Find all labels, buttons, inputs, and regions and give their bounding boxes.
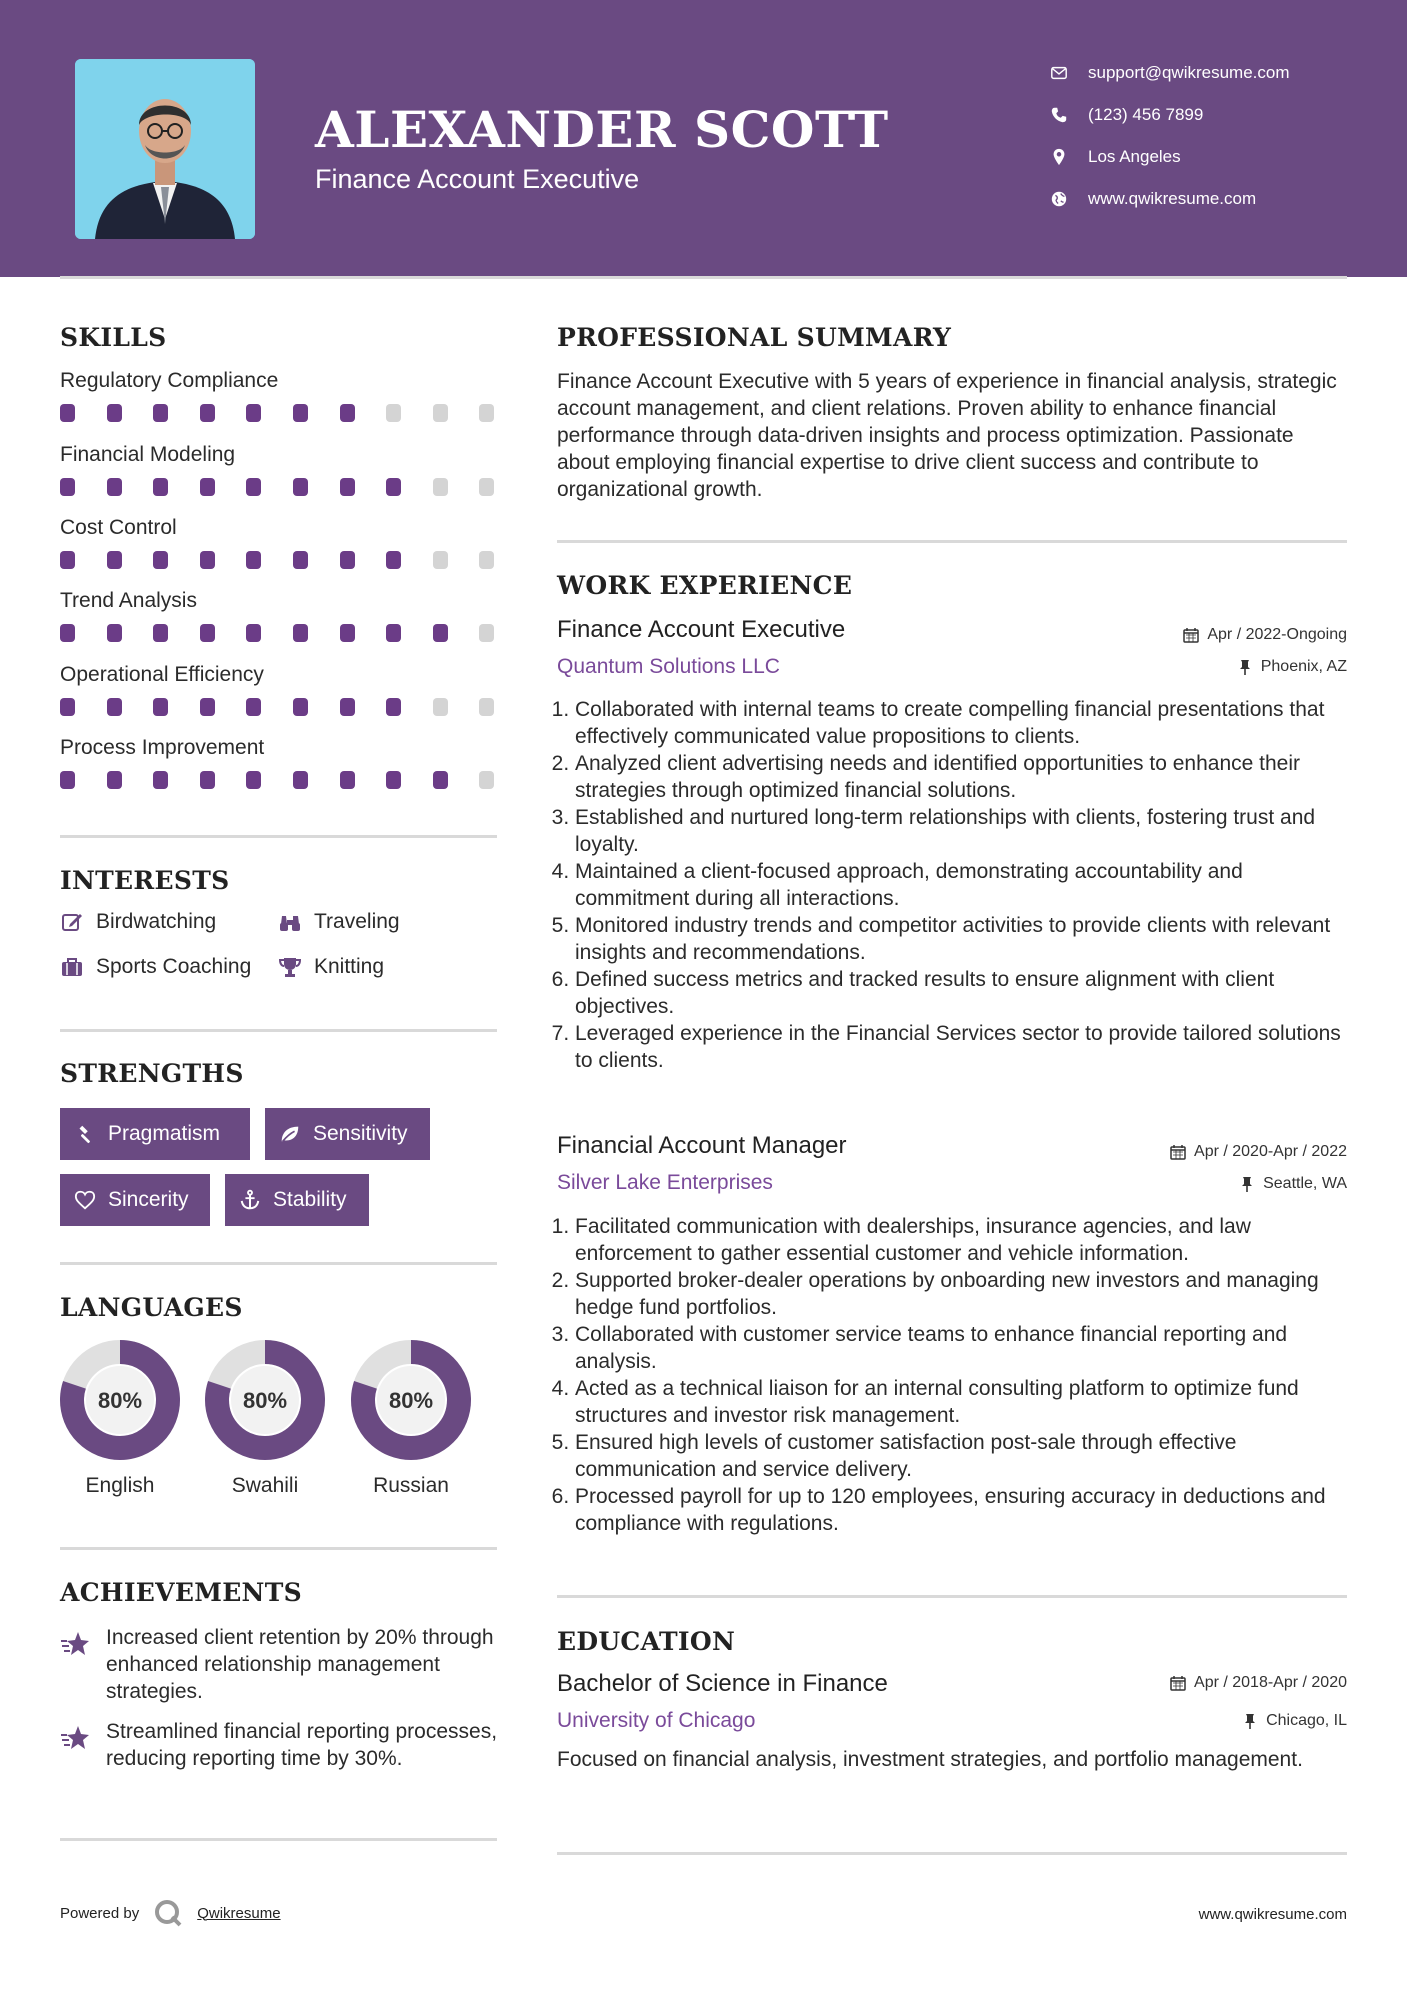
job-dates xyxy=(1170,1143,1347,1161)
footer-powered-by xyxy=(60,1898,281,1928)
language-percent: 80% xyxy=(242,1388,288,1413)
job-title: Financial Account Manager xyxy=(557,1132,847,1159)
contact-list xyxy=(1050,52,1380,220)
strength-badge xyxy=(60,1108,250,1160)
skill-dot-filled xyxy=(153,698,168,716)
resume-header xyxy=(0,0,1407,277)
job-duty: 7. Leveraged experience in the Financial Services sector to provide tailored solutions to clients. xyxy=(575,1020,1347,1074)
skill-dot-filled xyxy=(60,551,75,569)
skill-dot-filled xyxy=(107,771,122,789)
section-divider xyxy=(557,1595,1347,1598)
interest-item xyxy=(278,910,400,934)
job-duties-list xyxy=(557,696,1347,1074)
skill-dot-filled xyxy=(433,624,448,642)
candidate-title: Finance Account Executive xyxy=(315,164,640,194)
section-divider xyxy=(60,835,497,838)
contact-website[interactable] xyxy=(1050,178,1380,220)
skill-rating xyxy=(60,478,500,502)
languages-heading: LANGUAGES xyxy=(60,1293,243,1322)
location-pin-icon xyxy=(1050,148,1068,166)
strength-label: Pragmatism xyxy=(108,1122,221,1145)
gavel-icon xyxy=(74,1123,96,1145)
pushpin-icon xyxy=(1239,1176,1255,1192)
job-location xyxy=(1239,1175,1347,1193)
section-divider xyxy=(60,1838,497,1841)
leaf-icon xyxy=(279,1123,301,1145)
skill-dot-empty xyxy=(479,551,494,569)
job-duty: 2. Supported broker-dealer operations by onboarding new investors and managing hedge fund portfolios. xyxy=(575,1267,1347,1321)
achievement-text: Streamlined financial reporting processes, reducing reporting time by 30%. xyxy=(106,1720,498,1770)
skill-label: Cost Control xyxy=(60,516,177,539)
job-title: Finance Account Executive xyxy=(557,616,846,643)
skill-dot-filled xyxy=(200,478,215,496)
skill-dot-filled xyxy=(107,551,122,569)
education-dates xyxy=(1170,1674,1347,1692)
language-progress-ring xyxy=(58,1338,182,1462)
strength-badge xyxy=(265,1108,430,1160)
skill-dot-filled xyxy=(200,624,215,642)
anchor-icon xyxy=(239,1189,261,1211)
achievements-heading: ACHIEVEMENTS xyxy=(60,1578,302,1607)
skill-dot-filled xyxy=(293,698,308,716)
skill-item xyxy=(60,733,500,795)
skill-dot-filled xyxy=(293,771,308,789)
calendar-icon xyxy=(1170,1144,1186,1160)
language-name: Swahili xyxy=(231,1474,299,1497)
company-name: Quantum Solutions LLC xyxy=(557,655,780,678)
skill-label: Operational Efficiency xyxy=(60,663,264,686)
skill-rating xyxy=(60,771,500,795)
skill-dot-filled xyxy=(246,478,261,496)
language-name: English xyxy=(85,1474,155,1497)
skill-dot-filled xyxy=(200,698,215,716)
skill-dot-filled xyxy=(246,698,261,716)
powered-by-label: Powered by xyxy=(60,1904,140,1922)
skill-label: Regulatory Compliance xyxy=(60,369,279,392)
job-duty: 6. Defined success metrics and tracked results to ensure alignment with client objectives. xyxy=(575,966,1347,1020)
job-dates-text: Apr / 2022-Ongoing xyxy=(1207,626,1347,643)
skill-dot-empty xyxy=(433,478,448,496)
skill-dot-filled xyxy=(153,478,168,496)
globe-icon xyxy=(1050,190,1068,208)
degree-title: Bachelor of Science in Finance xyxy=(557,1670,888,1697)
briefcase-icon xyxy=(60,955,84,979)
achievement-text: Increased client retention by 20% through enhanced relationship management strategies. xyxy=(106,1626,494,1703)
trophy-icon xyxy=(278,955,302,979)
skill-dot-filled xyxy=(340,404,355,422)
company-name: Silver Lake Enterprises xyxy=(557,1171,773,1194)
job-location-text: Phoenix, AZ xyxy=(1260,658,1347,675)
skill-dot-filled xyxy=(246,551,261,569)
contact-email[interactable] xyxy=(1050,52,1380,94)
strength-label: Sincerity xyxy=(108,1188,189,1211)
language-item xyxy=(58,1338,182,1498)
achievement-item xyxy=(60,1624,500,1705)
calendar-icon xyxy=(1183,627,1199,643)
skill-label: Financial Modeling xyxy=(60,443,236,466)
education-location xyxy=(1242,1712,1347,1730)
heart-icon xyxy=(74,1189,96,1211)
calendar-icon xyxy=(1170,1675,1186,1691)
strength-label: Sensitivity xyxy=(313,1122,408,1145)
skill-dot-filled xyxy=(107,404,122,422)
skill-item xyxy=(60,366,500,428)
skill-rating xyxy=(60,404,500,428)
skill-dot-empty xyxy=(479,624,494,642)
contact-phone[interactable] xyxy=(1050,94,1380,136)
job-duties-list xyxy=(557,1213,1347,1537)
skill-dot-filled xyxy=(200,551,215,569)
star-icon xyxy=(60,1724,90,1752)
interest-item xyxy=(60,910,216,934)
job-duty: 5. Monitored industry trends and competitor activities to provide clients with relevant insights and recommendations. xyxy=(575,912,1347,966)
skill-dot-filled xyxy=(293,404,308,422)
interests-heading: INTERESTS xyxy=(60,866,230,895)
skill-item xyxy=(60,440,500,502)
education-description: Focused on financial analysis, investment strategies, and portfolio management. xyxy=(557,1748,1303,1771)
job-dates xyxy=(1183,626,1347,644)
skill-dot-filled xyxy=(340,551,355,569)
skill-rating xyxy=(60,551,500,575)
education-location-text: Chicago, IL xyxy=(1266,1712,1347,1729)
pushpin-icon xyxy=(1242,1713,1258,1729)
skill-dot-filled xyxy=(386,624,401,642)
strength-badge xyxy=(225,1174,369,1226)
contact-location-text: Los Angeles xyxy=(1088,147,1181,166)
section-divider xyxy=(60,1547,497,1550)
skill-dot-filled xyxy=(153,771,168,789)
section-divider xyxy=(557,540,1347,543)
star-icon xyxy=(60,1630,90,1658)
strengths-heading: STRENGTHS xyxy=(60,1059,244,1088)
skill-dot-filled xyxy=(293,624,308,642)
skill-dot-filled xyxy=(107,624,122,642)
interest-label: Birdwatching xyxy=(96,910,217,933)
skill-dot-filled xyxy=(153,551,168,569)
person-portrait-icon xyxy=(75,59,255,239)
brand-link[interactable]: Qwikresume xyxy=(197,1904,281,1922)
job-duty: 3. Established and nurtured long-term relationships with clients, fostering trust and loyalty. xyxy=(575,804,1347,858)
language-item xyxy=(203,1338,327,1498)
section-divider xyxy=(60,1262,497,1265)
job-dates-text: Apr / 2020-Apr / 2022 xyxy=(1194,1143,1347,1160)
skill-dot-filled xyxy=(293,551,308,569)
skill-dot-filled xyxy=(386,551,401,569)
skill-dot-filled xyxy=(433,771,448,789)
skill-item xyxy=(60,513,500,575)
skill-dot-filled xyxy=(200,771,215,789)
header-divider xyxy=(60,276,1347,279)
skill-dot-filled xyxy=(246,404,261,422)
education-dates-text: Apr / 2018-Apr / 2020 xyxy=(1194,1674,1347,1691)
skill-dot-filled xyxy=(60,404,75,422)
job-location xyxy=(1237,658,1347,676)
interest-item xyxy=(60,955,251,979)
skill-dot-filled xyxy=(386,771,401,789)
skill-dot-filled xyxy=(153,404,168,422)
qwikresume-logo-icon xyxy=(153,1898,183,1928)
education-heading: EDUCATION xyxy=(557,1627,736,1656)
skill-dot-filled xyxy=(246,624,261,642)
skill-rating xyxy=(60,624,500,648)
pushpin-icon xyxy=(1237,659,1253,675)
interest-label: Knitting xyxy=(314,955,385,978)
skill-dot-empty xyxy=(479,478,494,496)
contact-website-text: www.qwikresume.com xyxy=(1088,189,1257,208)
profile-photo xyxy=(75,59,255,239)
candidate-name: ALEXANDER SCOTT xyxy=(315,100,889,159)
skill-dot-filled xyxy=(60,478,75,496)
skill-dot-filled xyxy=(386,698,401,716)
job-duty: 4. Acted as a technical liaison for an internal consulting platform to optimize fund structures and investor risk management. xyxy=(575,1375,1347,1429)
job-location-text: Seattle, WA xyxy=(1263,1175,1347,1192)
skill-rating xyxy=(60,698,500,722)
skill-dot-empty xyxy=(433,698,448,716)
job-duty: 2. Analyzed client advertising needs and identified opportunities to enhance their strategies through optimized financial solutions. xyxy=(575,750,1347,804)
skill-dot-filled xyxy=(60,698,75,716)
school-name: University of Chicago xyxy=(557,1709,756,1732)
edit-icon xyxy=(60,910,84,934)
binoculars-icon xyxy=(278,910,302,934)
skill-dot-filled xyxy=(293,478,308,496)
skill-dot-filled xyxy=(246,771,261,789)
skill-dot-filled xyxy=(340,698,355,716)
job-duty: 6. Processed payroll for up to 120 employees, ensuring accuracy in deductions and compliance with regulations. xyxy=(575,1483,1347,1537)
summary-text: Finance Account Executive with 5 years of experience in financial analysis, strategic account management, and client relations. Proven ability to enhance financial performance through data-driven insights and process optimization. Passionate about employing financial expertise to drive client success and contribute to organizational growth. xyxy=(557,370,1337,501)
experience-heading: WORK EXPERIENCE xyxy=(557,571,853,600)
job-duty: 5. Ensured high levels of customer satisfaction post-sale through effective communication and service delivery. xyxy=(575,1429,1347,1483)
section-divider xyxy=(60,1029,497,1032)
summary-heading: PROFESSIONAL SUMMARY xyxy=(557,323,952,352)
skill-dot-filled xyxy=(153,624,168,642)
skill-label: Trend Analysis xyxy=(60,589,197,612)
skill-item xyxy=(60,586,500,648)
phone-icon xyxy=(1050,106,1068,124)
skill-label: Process Improvement xyxy=(60,736,265,759)
skill-dot-filled xyxy=(340,624,355,642)
skill-dot-filled xyxy=(340,771,355,789)
skill-dot-filled xyxy=(60,624,75,642)
language-progress-ring xyxy=(203,1338,327,1462)
interest-item xyxy=(278,955,384,979)
footer-website[interactable]: www.qwikresume.com xyxy=(1198,1906,1347,1923)
skill-item xyxy=(60,660,500,722)
skill-dot-empty xyxy=(386,404,401,422)
language-progress-ring xyxy=(349,1338,473,1462)
skill-dot-filled xyxy=(107,698,122,716)
contact-phone-text: (123) 456 7899 xyxy=(1088,105,1204,124)
skills-heading: SKILLS xyxy=(60,323,167,352)
achievement-item xyxy=(60,1718,500,1772)
skill-dot-empty xyxy=(479,771,494,789)
language-name: Russian xyxy=(373,1474,449,1497)
skill-dot-filled xyxy=(386,478,401,496)
skill-dot-empty xyxy=(479,404,494,422)
skill-dot-filled xyxy=(340,478,355,496)
mail-icon xyxy=(1050,64,1068,82)
job-duty: 3. Collaborated with customer service teams to enhance financial reporting and analysis. xyxy=(575,1321,1347,1375)
job-duty: 1. Collaborated with internal teams to create compelling financial presentations that effectively communicated value propositions to clients. xyxy=(575,696,1347,750)
job-duty: 4. Maintained a client-focused approach, demonstrating accountability and commitment during all interactions. xyxy=(575,858,1347,912)
skill-dot-empty xyxy=(479,698,494,716)
contact-email-text: support@qwikresume.com xyxy=(1088,63,1290,82)
job-duty: 1. Facilitated communication with dealerships, insurance agencies, and law enforcement to gather essential customer and vehicle information. xyxy=(575,1213,1347,1267)
interest-label: Traveling xyxy=(314,910,400,933)
contact-location xyxy=(1050,136,1380,178)
skill-dot-empty xyxy=(433,404,448,422)
skill-dot-filled xyxy=(107,478,122,496)
skill-dot-filled xyxy=(200,404,215,422)
strength-badge xyxy=(60,1174,210,1226)
strength-label: Stability xyxy=(273,1188,347,1211)
skill-dot-empty xyxy=(433,551,448,569)
language-percent: 80% xyxy=(97,1388,143,1413)
section-divider xyxy=(557,1852,1347,1855)
language-item xyxy=(349,1338,473,1498)
language-percent: 80% xyxy=(388,1388,434,1413)
interest-label: Sports Coaching xyxy=(96,955,252,978)
skill-dot-filled xyxy=(60,771,75,789)
